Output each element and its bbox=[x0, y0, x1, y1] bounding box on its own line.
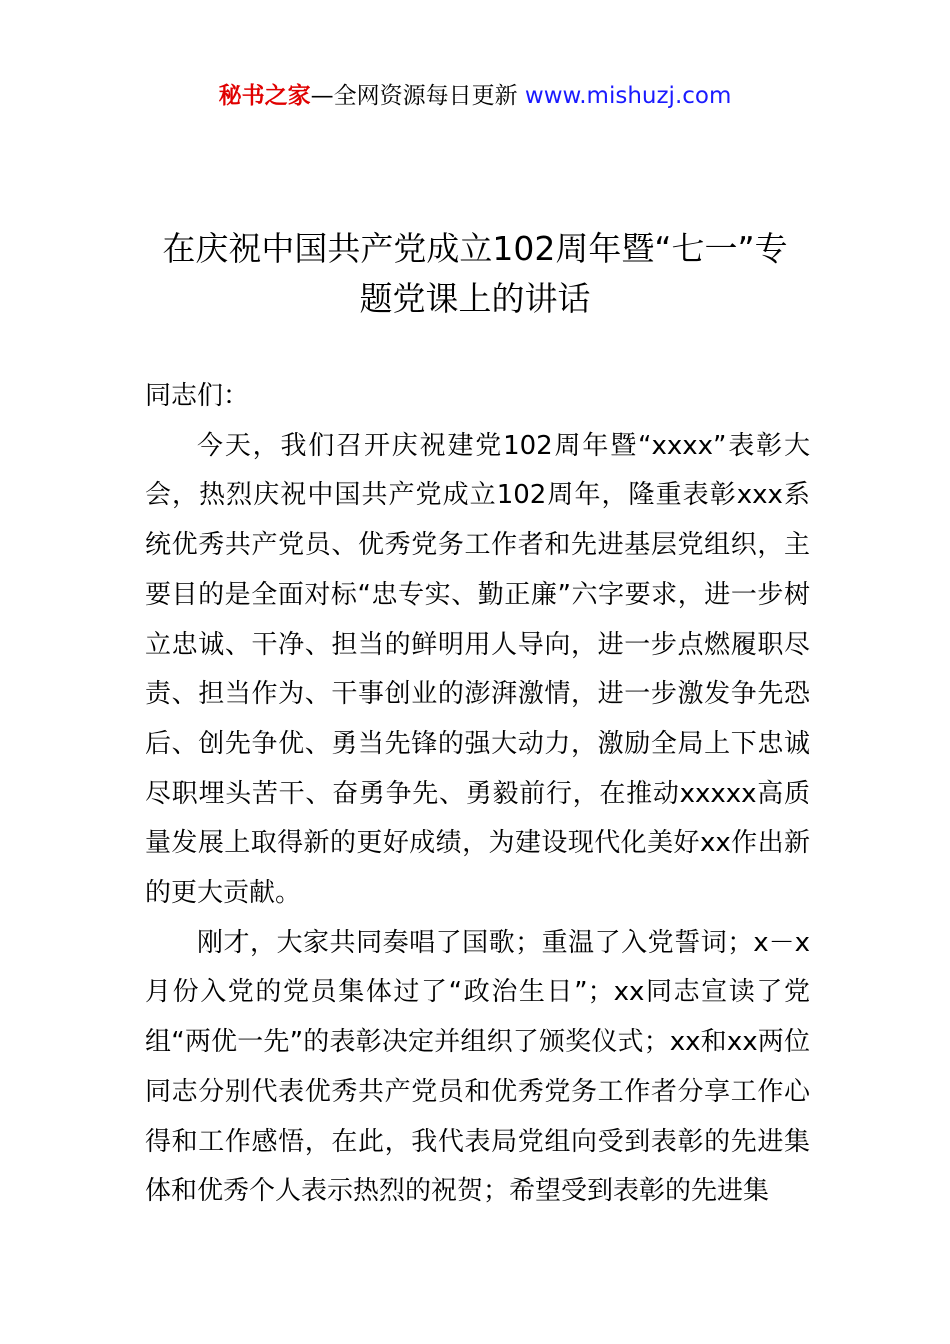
site-brand: 秘书之家 bbox=[218, 83, 311, 109]
site-header bbox=[0, 80, 950, 112]
salutation: 同志们： bbox=[145, 381, 250, 411]
paragraph-1: 今天，我们召开庆祝建党102周年暨“xxxx”表彰大会，热烈庆祝中国共产党成立102周年，隆重表彰xxx系统优秀共产党员、优秀党务工作者和先进基层党组织，主要目的是全面对标“忠专实、勤正廉”六字要求，进一步树立忠诚、干净、担当的鲜明用人导向，进一步点燃履职尽责、担当作为、干事创业的澎湃激情，进一步激发争先恐后、创先争优、勇当先锋的强大动力，激励全局上下忠诚尽职埋头苦干、奋勇争先、勇毅前行，在推动xxxxx高质量发展上取得新的更好成绩，为建设现代化美好xx作出新的更大贡献。 bbox=[145, 430, 810, 909]
site-url-link[interactable]: www.mishuzj.com bbox=[524, 83, 732, 109]
document-body bbox=[145, 372, 810, 1217]
document-title: 在庆祝中国共产党成立102周年暨“七一”专题党课上的讲话 bbox=[162, 229, 788, 318]
site-slogan: —全网资源每日更新 bbox=[310, 83, 525, 109]
paragraph-2: 刚才，大家共同奏唱了国歌；重温了入党誓词；x－x月份入党的党员集体过了“政治生日”；xx同志宣读了党组“两优一先”的表彰决定并组织了颁奖仪式；xx和xx两位同志分别代表优秀共产党员和优秀党务工作者分享工作心得和工作感悟，在此，我代表局党组向受到表彰的先进集体和优秀个人表示热烈的祝贺；希望受到表彰的先进集 bbox=[145, 927, 810, 1207]
